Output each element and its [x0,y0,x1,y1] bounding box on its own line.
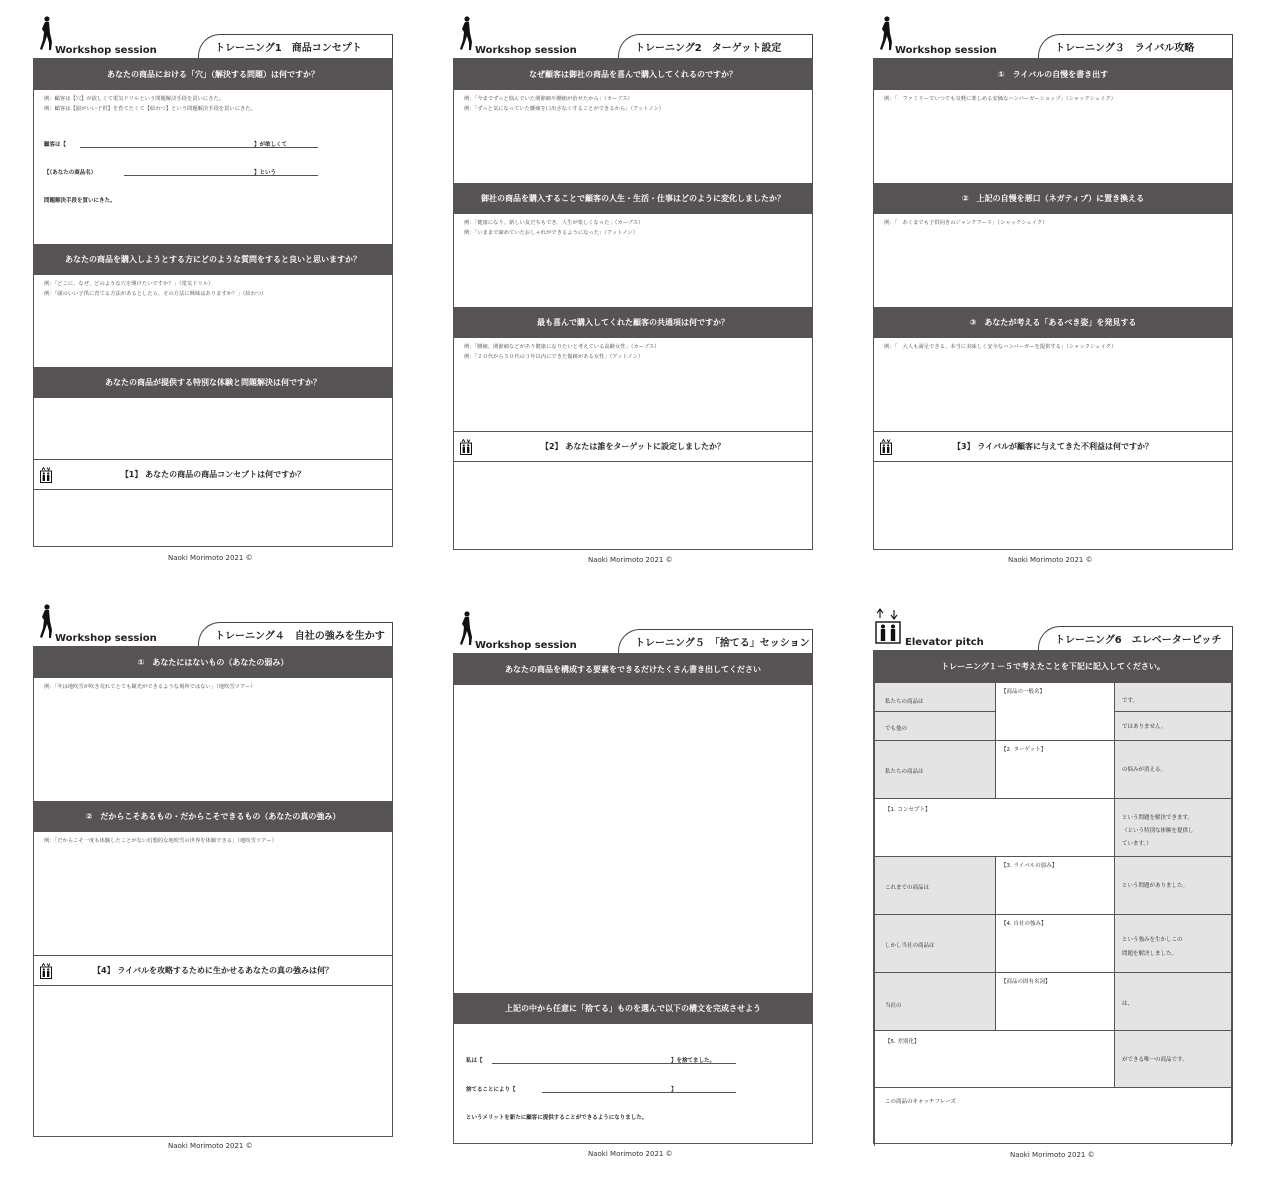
example-line: 例：「健康になり、新しい友だちもでき、人生が楽しくなった」（カーブス） [464,220,644,226]
sheet-header [33,16,393,58]
training-title: トレーニング５ 「捨てる」セッション [635,638,810,649]
pitch-cell [875,915,996,973]
pitch-field-label: 【商品の一般名】 [1001,689,1046,695]
answer-area[interactable] [454,214,812,307]
question-row [874,431,1232,462]
sheet-training-6 [873,608,1233,1159]
pitch-label: という問題を解決できます。 [1122,815,1194,821]
fill-label: 捨てることにより【 [466,1087,516,1093]
pitch-cell [1115,857,1232,915]
answer-area[interactable] [454,462,812,522]
pitch-input-target[interactable] [996,741,1115,799]
footer-copyright: Naoki Morimoto 2021 © [1010,1151,1095,1159]
footer-copyright: Naoki Morimoto 2021 © [168,1142,253,1150]
fill-label: 】 [671,1087,677,1093]
pitch-label: （という特別な体験を提供し [1122,828,1194,834]
answer-area[interactable] [34,986,392,1136]
answer-area[interactable] [34,275,392,367]
example-line: 例：「今までずっと悩んでいた関節痛や腰痛が治せたから」（カーブス） [464,96,633,102]
pitch-field-label: 【商品の固有名詞】 [1001,979,1051,985]
worksheet [873,650,1233,1144]
section-heading: ② だからこそあるもの・だからこそできるもの（あなたの真の強み） [34,801,392,832]
answer-area[interactable] [34,490,392,550]
pitch-cell [1115,799,1232,857]
worksheet [873,58,1233,550]
training-tab [1038,34,1233,58]
pitch-cell [1115,683,1232,712]
runner-icon [39,604,53,640]
answer-area[interactable] [34,678,392,801]
pitch-field-label: この商品のキャッチフレーズ [885,1099,957,1105]
pitch-field-label: 【4. 自社の強み】 [1001,921,1047,927]
footer-copyright: Naoki Morimoto 2021 © [1008,556,1093,564]
pitch-cell [875,973,996,1031]
question-row [34,955,392,986]
example-line: 例：「２０代から５０代の３年以内にできた傷跡がある女性」（アットノン） [464,354,644,360]
pitch-label: の悩みが消える。 [1122,767,1167,773]
sheet-header [453,16,813,58]
worksheet [33,58,393,547]
pitch-field-label: 【1. コンセプト】 [885,807,931,813]
answer-area[interactable] [874,338,1232,431]
example-line: 例：「腰痛、関節痛などがあり健康になりたいと考えている高齢女性」（カーブス） [464,344,660,350]
fill-label: というメリットを新たに顧客に提供することができるようになりました。 [466,1115,648,1121]
worksheet [33,646,393,1137]
sheet-training-4 [33,604,393,1150]
pitch-label: は、 [1122,1001,1134,1007]
footer-copyright: Naoki Morimoto 2021 © [588,556,673,564]
pitch-input-rival-weakness[interactable] [996,857,1115,915]
pitch-cell [1115,1031,1232,1088]
pitch-cell [875,857,996,915]
brand-label: Workshop session [475,45,577,56]
example-line: 例：「 あくまでも子供向きのジャンクフード」（シャックシェイク） [884,220,1048,226]
example-line: 例：「 ファミリーでいつでも気軽に楽しめる安価なハンバーガーショップ」（シャックシェイク） [884,96,1116,102]
brand-label: Elevator pitch [905,637,984,648]
brand-label: Workshop session [895,45,997,56]
pitch-input-product-name[interactable] [996,683,1115,741]
example-line: 例：「頭のいい子供に育てる方法があるとしたら、その方法に興味はありますか？」（絵わつ） [44,291,267,297]
fill-line[interactable] [124,175,318,176]
section-heading: ③ あなたが考える「あるべき姿」を発見する [874,307,1232,338]
question-text: 【1】 あなたの商品の商品コンセプトは何ですか？ [120,470,306,479]
footer-copyright: Naoki Morimoto 2021 © [168,554,253,562]
answer-area[interactable] [34,832,392,955]
pitch-cell [875,741,996,799]
answer-area[interactable] [454,685,812,993]
example-line: 例：「冬は地吹雪が吹き荒れてとても観光ができるような場所ではない」（地吹雪ツアー） [44,684,256,690]
section-heading: なぜ顧客は御社の商品を喜んで購入してくれるのですか？ [454,59,812,90]
answer-area[interactable] [874,90,1232,183]
answer-area[interactable] [874,462,1232,522]
sheet-training-1 [33,16,393,562]
section-heading: 上記の中から任意に「捨てる」ものを選んで以下の構文を完成させよう [454,993,812,1024]
sheet-training-5 [453,611,813,1158]
pitch-field-label: 【5. 差別化】 [885,1039,920,1045]
pitch-cell [875,712,996,741]
section-heading: ② 上記の自慢を悪口（ネガティブ）に置き換える [874,183,1232,214]
fill-label: 【（あなたの商品名） [44,170,97,176]
pitch-cell [1115,741,1232,799]
pitch-input-proper-name[interactable] [996,973,1115,1031]
runner-icon [459,16,473,52]
sheet-header [453,611,813,653]
training-tab [618,629,813,653]
training-tab [198,622,393,646]
worksheet [453,58,813,550]
section-heading: ① ライバルの自慢を書き出す [874,59,1232,90]
answer-area[interactable] [34,90,392,244]
question-text: 【3】 ライバルが顧客に与えてきた不利益は何ですか？ [953,442,1153,451]
question-row [34,459,392,490]
pitch-label: これまでの商品は [885,885,930,891]
example-line: 例：顧客は【頭がいい子供】を育てたくて【絵わつ】という問題解決手段を買いにきた。 [44,106,256,112]
pitch-label: しかし当社の商品は [885,943,935,949]
section-heading: トレーニング１－５で考えたことを下記に記入してください。 [874,651,1232,682]
training-tab [618,34,813,58]
pitch-label: でも他の [885,726,908,732]
pitch-input-catchphrase[interactable] [875,1088,1232,1146]
example-line: 例：「ずっと気になっていた腰痛を口出さなくすることができるから」（アットノン） [464,106,665,112]
pitch-label: という問題がありました。 [1122,883,1189,889]
training-title: トレーニング1 商品コンセプト [215,43,362,54]
example-line: 例：顧客は【穴】が欲しくて電気ドリルという問題解決手段を買いにきた。 [44,96,225,102]
example-line: 例：「いままで諦めていたおしゃれができるようになった」（アットノン） [464,230,638,236]
training-title: トレーニング４ 自社の強みを生かす [215,631,385,642]
pitch-table [874,682,1232,1146]
fill-label: 顧客は【 [44,142,67,148]
pitch-cell [1115,712,1232,741]
pitch-label: という強みを生かしこの [1122,937,1183,943]
section-heading: ① あなたにはないもの（あなたの弱み） [34,647,392,678]
elevator-arrows-icon [875,608,901,644]
section-heading: あなたの商品における「穴」（解決する問題）は何ですか？ [34,59,392,90]
pitch-input-concept[interactable] [875,799,1115,857]
pitch-cell [875,683,996,712]
pitch-field-label: 【3. ライバルの弱み】 [1001,863,1058,869]
sheet-training-2 [453,16,813,564]
answer-area[interactable] [454,338,812,431]
fill-label: 】という [254,170,277,176]
section-heading: あなたの商品を構成する要素をできるだけたくさん書き出してください [454,654,812,685]
training-tab [198,34,393,58]
runner-icon [459,611,473,647]
fill-label: 問題解決手段を買いにきた。 [44,198,116,204]
fill-label: 私は【 [466,1058,483,1064]
pitch-label: 私たちの商品は [885,769,924,775]
pitch-field-label: 【2. ターゲット】 [1001,747,1047,753]
section-heading: あなたの商品が提供する特別な体験と問題解決は何ですか？ [34,367,392,398]
pitch-input-own-strength[interactable] [996,915,1115,973]
fill-label: 】を捨てました。 [671,1058,716,1064]
sheet-training-3 [873,16,1233,564]
answer-area[interactable] [454,1024,812,1144]
pitch-label: ができる唯一の商品です。 [1122,1057,1188,1063]
runner-icon [879,16,893,52]
question-text: 【4】 ライバルを攻略するために生かせるあなたの真の強みは何？ [93,966,333,975]
brand-label: Workshop session [55,633,157,644]
pitch-label: 当社の [885,1003,902,1009]
example-line: 例：「だからこそ一度も体験したことがない幻想的な地吹雪の世界を体験できる」（地吹雪ツアー） [44,838,277,844]
example-line: 例：「 大人も満足できる、本当に美味しく安全なハンバーガーを提供する」（シャックシェイク） [884,344,1117,350]
fill-line[interactable] [542,1092,736,1093]
brand-label: Workshop session [475,640,577,651]
pitch-input-differentiation[interactable] [875,1031,1115,1088]
pitch-label: ではありません。 [1122,724,1167,730]
answer-area[interactable] [874,214,1232,307]
sheet-header [873,608,1233,650]
pitch-label: 問題を解決しました。 [1122,951,1178,957]
sheet-header [873,16,1233,58]
section-heading: あなたの商品を購入しようとする方にどのような質問をすると良いと思いますか？ [34,244,392,275]
sheet-header [33,604,393,646]
training-tab [1038,626,1233,650]
answer-area[interactable] [34,398,392,459]
question-row [454,431,812,462]
answer-area[interactable] [454,90,812,183]
question-text: 【2】 あなたは誰をターゲットに設定しましたか？ [540,442,726,451]
training-title: トレーニング6 エレベーターピッチ [1055,635,1222,646]
section-heading: 最も喜んで購入してくれた顧客の共通項は何ですか？ [454,307,812,338]
pitch-label: です。 [1122,698,1139,704]
pitch-label: 私たちの商品は [885,699,924,705]
training-title: トレーニング３ ライバル攻略 [1055,43,1195,54]
pitch-cell [1115,973,1232,1031]
pitch-cell [1115,915,1232,973]
pitch-label: ています。） [1122,841,1152,847]
example-line: 例：「どこに、なぜ、どのような穴を開けたいですか？」（電気ドリル） [44,281,214,287]
fill-label: 】が欲しくて [254,142,288,148]
section-heading: 御社の商品を購入することで顧客の人生・生活・仕事はどのように変化しましたか？ [454,183,812,214]
runner-icon [39,16,53,52]
worksheet [453,653,813,1144]
training-title: トレーニング2 ターゲット設定 [635,43,782,54]
brand-label: Workshop session [55,45,157,56]
footer-copyright: Naoki Morimoto 2021 © [588,1150,673,1158]
